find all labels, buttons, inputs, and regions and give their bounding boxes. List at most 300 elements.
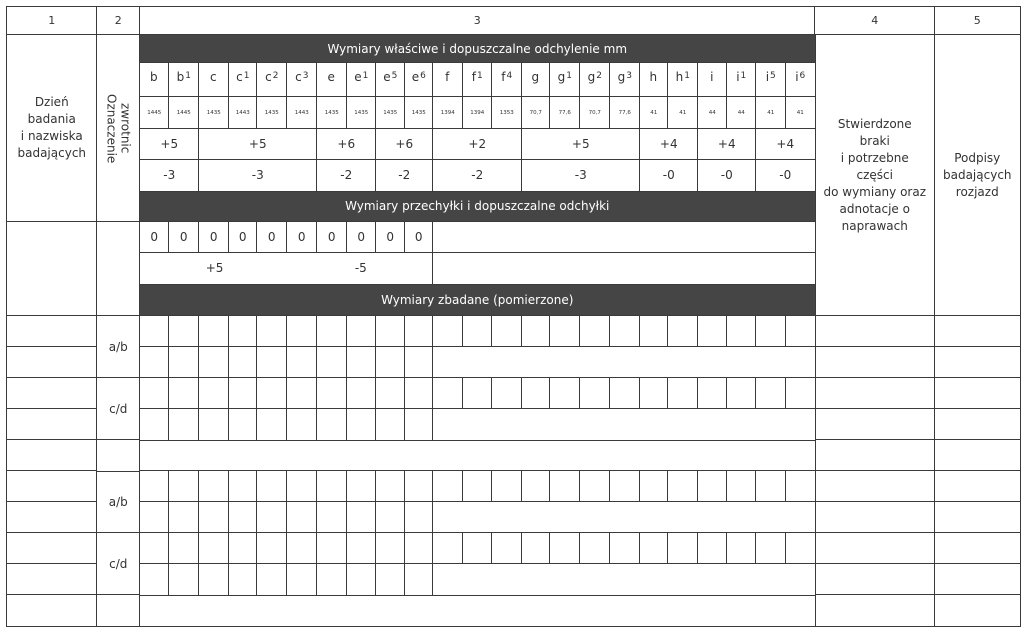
measurement-input-cell[interactable] [609, 470, 641, 503]
col4-entry-cell[interactable] [814, 532, 936, 565]
tolerance-plus [639, 128, 699, 161]
tolerance-minus [139, 159, 200, 192]
measurement-input-cell[interactable] [198, 408, 230, 441]
switch-row-label [96, 470, 141, 534]
nominal-value: 41 [679, 109, 687, 116]
measurement-input-cell[interactable] [375, 346, 406, 379]
tolerance-value: +6 [395, 137, 414, 152]
col5-entry-cell[interactable] [934, 594, 1021, 627]
dimension-nominal-value [168, 96, 200, 130]
deflection-value [375, 221, 406, 254]
measurement-input-cell[interactable] [168, 408, 200, 441]
measurement-input-cell[interactable] [609, 532, 641, 565]
measurement-input-cell[interactable] [521, 532, 551, 565]
measurement-input-cell[interactable] [375, 377, 406, 410]
measurement-input-cell[interactable] [346, 408, 377, 441]
measurement-input-cell[interactable] [139, 501, 170, 534]
measurement-input-cell[interactable] [491, 532, 523, 565]
tolerance-value: +2 [468, 137, 487, 152]
deflection-value [346, 221, 377, 254]
dimension-symbol [139, 62, 170, 98]
measurement-input-cell[interactable] [316, 377, 348, 410]
col4-header [814, 34, 936, 317]
header-text-line: rozjazd [955, 184, 999, 199]
measurement-input-cell[interactable] [579, 532, 611, 565]
measurement-input-cell[interactable] [785, 532, 816, 565]
measurement-input-cell[interactable] [316, 532, 348, 565]
measurement-input-cell[interactable] [286, 532, 318, 565]
dimension-symbol [549, 62, 581, 98]
measurement-input-cell[interactable] [316, 346, 348, 379]
measurement-input-cell[interactable] [316, 501, 348, 534]
measurement-input-cell[interactable] [609, 315, 641, 348]
deflection-value-text: 0 [179, 230, 188, 245]
measurement-input-cell[interactable] [316, 563, 348, 596]
measurement-input-cell[interactable] [549, 377, 581, 410]
row-label: a/b [108, 339, 128, 354]
header-text-line: Stwierdzone [837, 116, 912, 131]
measurement-input-cell[interactable] [579, 377, 611, 410]
col5-header [934, 34, 1021, 317]
measurement-input-cell[interactable] [228, 408, 258, 441]
dimension-symbol [198, 62, 230, 98]
tolerance-plus [198, 128, 318, 161]
measurement-input-cell[interactable] [785, 377, 816, 410]
column-number: 2 [114, 14, 122, 28]
measurement-input-cell[interactable] [256, 563, 288, 596]
dimension-subscript: 1 [243, 71, 250, 81]
dimension-symbol [228, 62, 258, 98]
measurement-input-cell[interactable] [198, 532, 230, 565]
measurement-input-cell[interactable] [667, 470, 699, 503]
measured-blank-row [139, 439, 816, 472]
measurement-blank-cell [432, 408, 816, 441]
dimension-letter: c [295, 70, 302, 84]
measurement-input-cell[interactable] [521, 315, 551, 348]
measurement-input-cell[interactable] [228, 532, 258, 565]
measurement-input-cell[interactable] [404, 346, 434, 379]
dimension-subscript: 1 [566, 71, 572, 81]
measurement-input-cell[interactable] [228, 315, 258, 348]
tolerance-value: -0 [779, 168, 792, 183]
measurement-input-cell[interactable] [346, 501, 377, 534]
measurement-input-cell[interactable] [491, 470, 523, 503]
header-text-line: naprawach [841, 218, 908, 233]
dimension-symbol [462, 62, 493, 98]
dimension-subscript: 6 [799, 71, 806, 81]
header-text-line: Podpisy [954, 150, 1001, 165]
dimension-symbol [785, 62, 816, 98]
measurement-input-cell[interactable] [726, 470, 757, 503]
measurement-input-cell[interactable] [491, 315, 523, 348]
nominal-value: 1435 [383, 109, 398, 116]
measurement-input-cell[interactable] [168, 532, 200, 565]
nominal-value: 1394 [470, 109, 485, 116]
col1-entry-cell[interactable] [6, 470, 98, 503]
section-title: Wymiary przechyłki i dopuszczalne odchyłki [345, 199, 610, 214]
measurement-input-cell[interactable] [168, 346, 200, 379]
measurement-input-cell[interactable] [755, 315, 787, 348]
deflection-value-text: 0 [386, 230, 395, 245]
deflection-blank [432, 221, 816, 254]
dimension-nominal-value [579, 96, 611, 130]
col4-entry-cell[interactable] [814, 501, 936, 534]
deflection-value-text: 0 [297, 230, 306, 245]
nominal-value: 1435 [324, 109, 339, 116]
measurement-input-cell[interactable] [549, 315, 581, 348]
deflection-value-text: 0 [357, 230, 366, 245]
dimension-nominal-value [726, 96, 757, 130]
column-number: 1 [48, 14, 56, 28]
measurement-input-cell[interactable] [404, 408, 434, 441]
measurement-input-cell[interactable] [168, 377, 200, 410]
col1-entry-cell[interactable] [6, 532, 98, 565]
col4-entry-cell[interactable] [814, 408, 936, 441]
measurement-blank-cell [432, 563, 816, 596]
row-label: c/d [109, 556, 128, 571]
measurement-input-cell[interactable] [697, 470, 728, 503]
measurement-input-cell[interactable] [316, 315, 348, 348]
dimension-subscript: 1 [740, 71, 747, 81]
col2-blank [96, 221, 141, 317]
column-number-cell [814, 6, 936, 36]
dimension-subscript: 6 [420, 71, 426, 81]
deflection-value-text: 0 [414, 230, 423, 245]
dimension-nominal-value [139, 96, 170, 130]
dimension-symbol [286, 62, 318, 98]
tolerance-plus [316, 128, 377, 161]
measurement-input-cell[interactable] [256, 501, 288, 534]
nominal-value: 44 [708, 109, 716, 116]
dimension-subscript: 1 [477, 71, 483, 81]
col1-blank [6, 221, 98, 317]
dimension-symbol [755, 62, 787, 98]
dimension-subscript: 1 [185, 71, 191, 81]
dimension-subscript: 1 [684, 71, 690, 81]
measurement-input-cell[interactable] [198, 470, 230, 503]
col5-entry-cell[interactable] [934, 439, 1021, 472]
nominal-value: 41 [767, 109, 775, 116]
measurement-input-cell[interactable] [256, 532, 288, 565]
dimension-subscript: 5 [770, 71, 776, 81]
col5-entry-cell[interactable] [934, 346, 1021, 379]
col4-entry-cell[interactable] [814, 346, 936, 379]
deflection-tolerance-blank [432, 252, 816, 285]
measurement-input-cell[interactable] [432, 315, 464, 348]
measurement-input-cell[interactable] [139, 315, 170, 348]
measurement-input-cell[interactable] [404, 501, 434, 534]
nominal-value: 1394 [440, 109, 455, 116]
measurement-input-cell[interactable] [316, 470, 348, 503]
deflection-value-text: 0 [209, 230, 218, 245]
measurement-input-cell[interactable] [346, 315, 377, 348]
measurement-input-cell[interactable] [404, 532, 434, 565]
dimension-letter: f [471, 70, 476, 84]
header-text-line: braki [859, 133, 890, 148]
col5-entry-cell[interactable] [934, 532, 1021, 565]
measurement-input-cell[interactable] [198, 563, 230, 596]
tolerance-plus [375, 128, 434, 161]
measurement-input-cell[interactable] [639, 315, 669, 348]
measurement-input-cell[interactable] [697, 532, 728, 565]
measurement-input-cell[interactable] [346, 532, 377, 565]
measurement-input-cell[interactable] [198, 315, 230, 348]
measurement-input-cell[interactable] [168, 315, 200, 348]
measurement-input-cell[interactable] [432, 377, 464, 410]
tolerance-minus [316, 159, 377, 192]
dimension-letter: e [411, 70, 420, 84]
dimension-subscript: 2 [272, 71, 279, 81]
measurement-input-cell[interactable] [139, 470, 170, 503]
col4-entry-cell[interactable] [814, 315, 936, 348]
column-number-cell [934, 6, 1021, 36]
measurement-input-cell[interactable] [726, 532, 757, 565]
header-text-line: Dzień [34, 95, 69, 110]
col2-blank [96, 594, 141, 627]
deflection-value [198, 221, 230, 254]
dimension-letter: c [209, 70, 217, 84]
measurement-input-cell[interactable] [521, 470, 551, 503]
measurement-input-cell[interactable] [639, 532, 669, 565]
dimension-nominal-value [286, 96, 318, 130]
measurement-input-cell[interactable] [286, 377, 318, 410]
col1-entry-cell[interactable] [6, 346, 98, 379]
dimension-letter: c [265, 70, 272, 84]
dimension-letter: c [236, 70, 243, 84]
measurement-input-cell[interactable] [139, 563, 170, 596]
dimension-symbol [667, 62, 699, 98]
measurement-input-cell[interactable] [346, 346, 377, 379]
col5-entry-cell[interactable] [934, 377, 1021, 410]
dimension-nominal-value [639, 96, 669, 130]
measurement-input-cell[interactable] [198, 501, 230, 534]
dimension-letter: g [587, 70, 596, 84]
measurement-input-cell[interactable] [432, 532, 464, 565]
dimension-letter: g [557, 70, 566, 84]
tolerance-plus [432, 128, 523, 161]
dimension-letter: f [445, 70, 450, 84]
measurement-input-cell[interactable] [579, 470, 611, 503]
measurement-input-cell[interactable] [462, 532, 493, 565]
measurement-blank-cell [432, 501, 816, 534]
measurement-input-cell[interactable] [198, 346, 230, 379]
col5-entry-cell[interactable] [934, 501, 1021, 534]
column-number-cell [6, 6, 98, 36]
tolerance-value: +5 [160, 137, 179, 152]
nominal-value: 44 [737, 109, 745, 116]
col4-entry-cell[interactable] [814, 470, 936, 503]
measurement-input-cell[interactable] [346, 470, 377, 503]
col1-entry-cell[interactable] [6, 563, 98, 596]
measurement-input-cell[interactable] [549, 470, 581, 503]
dimension-nominal-value [228, 96, 258, 130]
measurement-input-cell[interactable] [697, 377, 728, 410]
dimension-symbol [609, 62, 641, 98]
measurement-input-cell[interactable] [228, 563, 258, 596]
measurement-input-cell[interactable] [491, 377, 523, 410]
nominal-value: 1443 [294, 109, 309, 116]
nominal-value: 1445 [176, 109, 191, 116]
measurement-input-cell[interactable] [462, 470, 493, 503]
nominal-value: 77,6 [618, 109, 631, 116]
measurement-input-cell[interactable] [139, 532, 170, 565]
dimension-letter: b [176, 70, 185, 84]
nominal-value: 1445 [147, 109, 162, 116]
measurement-input-cell[interactable] [785, 315, 816, 348]
measurement-input-cell[interactable] [375, 563, 406, 596]
measurement-input-cell[interactable] [286, 315, 318, 348]
measurement-input-cell[interactable] [462, 377, 493, 410]
measurement-input-cell[interactable] [667, 532, 699, 565]
measurement-input-cell[interactable] [168, 470, 200, 503]
row-label: c/d [109, 401, 128, 416]
measurement-input-cell[interactable] [375, 315, 406, 348]
measurement-input-cell[interactable] [404, 470, 434, 503]
tolerance-minus [755, 159, 816, 192]
dimension-nominal-value [521, 96, 551, 130]
measurement-input-cell[interactable] [256, 346, 288, 379]
col5-entry-cell[interactable] [934, 408, 1021, 441]
col1-entry-cell[interactable] [6, 501, 98, 534]
switch-row-label [96, 315, 141, 379]
col1-entry-cell[interactable] [6, 315, 98, 348]
deflection-value [168, 221, 200, 254]
measurement-input-cell[interactable] [432, 470, 464, 503]
dimension-nominal-value [549, 96, 581, 130]
dimension-nominal-value [755, 96, 787, 130]
section-title-nominal [139, 34, 816, 64]
measurement-input-cell[interactable] [228, 377, 258, 410]
measurement-input-cell[interactable] [256, 408, 288, 441]
col1-entry-cell[interactable] [6, 594, 98, 627]
measurement-input-cell[interactable] [639, 470, 669, 503]
col1-entry-cell[interactable] [6, 408, 98, 441]
col1-entry-cell[interactable] [6, 377, 98, 410]
section-title-measured [139, 283, 816, 317]
dimension-letter: e [383, 70, 391, 84]
col5-entry-cell[interactable] [934, 563, 1021, 596]
measurement-input-cell[interactable] [667, 315, 699, 348]
measurement-input-cell[interactable] [549, 532, 581, 565]
measurement-input-cell[interactable] [228, 346, 258, 379]
measurement-input-cell[interactable] [228, 501, 258, 534]
col4-entry-cell[interactable] [814, 377, 936, 410]
dimension-symbol [256, 62, 288, 98]
tolerance-value: +6 [337, 137, 356, 152]
tolerance-plus [755, 128, 816, 161]
tolerance-minus [375, 159, 434, 192]
dimension-subscript: 3 [626, 71, 632, 81]
measurement-input-cell[interactable] [375, 408, 406, 441]
measurement-input-cell[interactable] [726, 315, 757, 348]
measurement-input-cell[interactable] [286, 408, 318, 441]
deflection-value [256, 221, 288, 254]
measurement-input-cell[interactable] [256, 470, 288, 503]
col2-header [96, 34, 141, 223]
measurement-input-cell[interactable] [286, 563, 318, 596]
measurement-input-cell[interactable] [346, 377, 377, 410]
measurement-input-cell[interactable] [168, 501, 200, 534]
measurement-input-cell[interactable] [639, 377, 669, 410]
measurement-input-cell[interactable] [139, 346, 170, 379]
nominal-value: 70,7 [588, 109, 601, 116]
measurement-input-cell[interactable] [168, 563, 200, 596]
deflection-value-text: 0 [327, 230, 336, 245]
tolerance-minus [639, 159, 699, 192]
col1-header [6, 34, 98, 223]
col5-entry-cell[interactable] [934, 470, 1021, 503]
dimension-subscript: 3 [302, 71, 309, 81]
measurement-input-cell[interactable] [375, 470, 406, 503]
col4-entry-cell[interactable] [814, 563, 936, 596]
deflection-value-text: 0 [238, 230, 247, 245]
nominal-value: 1443 [235, 109, 250, 116]
measurement-input-cell[interactable] [256, 315, 288, 348]
nominal-value: 1435 [206, 109, 221, 116]
measurement-input-cell[interactable] [198, 377, 230, 410]
tolerance-minus [697, 159, 757, 192]
col4-entry-cell[interactable] [814, 439, 936, 472]
dimension-letter: f [501, 70, 506, 84]
measurement-input-cell[interactable] [375, 532, 406, 565]
measurement-input-cell[interactable] [375, 501, 406, 534]
measurement-input-cell[interactable] [404, 563, 434, 596]
measurement-input-cell[interactable] [404, 377, 434, 410]
measurement-input-cell[interactable] [316, 408, 348, 441]
measurement-input-cell[interactable] [139, 377, 170, 410]
measurement-input-cell[interactable] [462, 315, 493, 348]
measurement-input-cell[interactable] [726, 377, 757, 410]
header-text-line: zwrotnic [118, 103, 133, 154]
deflection-value [316, 221, 348, 254]
measurement-input-cell[interactable] [755, 470, 787, 503]
dimension-letter: g [531, 70, 540, 84]
measurement-input-cell[interactable] [404, 315, 434, 348]
measurement-input-cell[interactable] [755, 377, 787, 410]
tolerance-plus [697, 128, 757, 161]
col5-entry-cell[interactable] [934, 315, 1021, 348]
col4-entry-cell[interactable] [814, 594, 936, 627]
switch-row-label [96, 377, 141, 441]
measurement-input-cell[interactable] [286, 346, 318, 379]
measurement-input-cell[interactable] [286, 501, 318, 534]
deflection-value-text: 0 [150, 230, 159, 245]
col1-entry-cell[interactable] [6, 439, 98, 472]
measurement-input-cell[interactable] [228, 470, 258, 503]
col2-blank [96, 439, 141, 472]
dimension-letter: e [354, 70, 362, 84]
header-text-line: Oznaczenie [104, 93, 119, 163]
measurement-input-cell[interactable] [139, 408, 170, 441]
measurement-input-cell[interactable] [609, 377, 641, 410]
dimension-letter: g [617, 70, 626, 84]
measurement-input-cell[interactable] [521, 377, 551, 410]
tolerance-value: -2 [471, 168, 484, 183]
measurement-input-cell[interactable] [697, 315, 728, 348]
measurement-input-cell[interactable] [579, 315, 611, 348]
measurement-input-cell[interactable] [785, 470, 816, 503]
measurement-input-cell[interactable] [256, 377, 288, 410]
measured-blank-row [139, 594, 816, 627]
measurement-input-cell[interactable] [346, 563, 377, 596]
measurement-input-cell[interactable] [755, 532, 787, 565]
measurement-input-cell[interactable] [667, 377, 699, 410]
header-text-line: i potrzebne [840, 150, 909, 165]
measurement-input-cell[interactable] [286, 470, 318, 503]
nominal-value: 1353 [499, 109, 514, 116]
dimension-subscript: 5 [391, 71, 398, 81]
tolerance-value: +5 [571, 137, 590, 152]
